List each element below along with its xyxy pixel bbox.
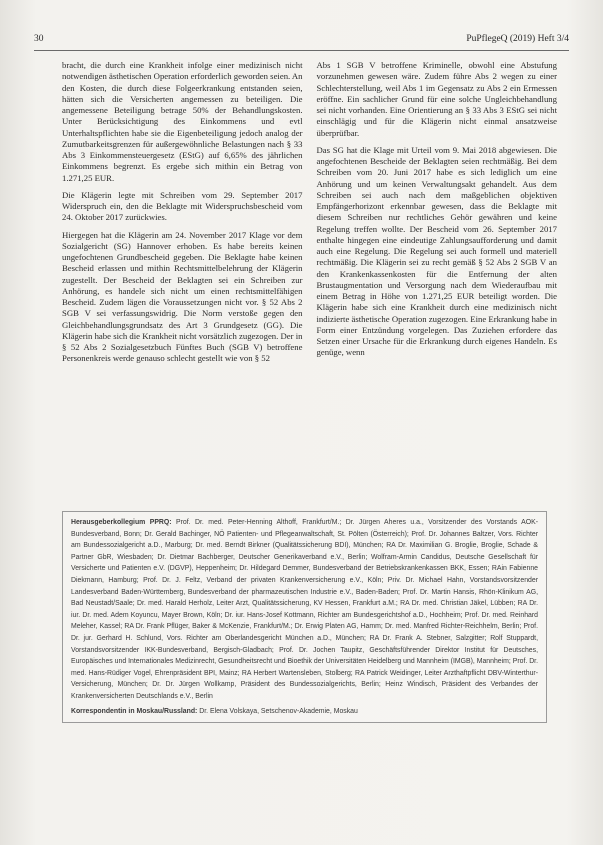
- correspondent: [71, 706, 538, 718]
- header-rule: [34, 50, 569, 51]
- correspondent-name: Dr. Elena Volskaya, Setschenov-Akademie, Moskau: [199, 707, 358, 715]
- left-column: [62, 60, 303, 500]
- paragraph: Hiergegen hat die Klägerin am 24. November 2017 Klage vor dem Sozialgericht (SG) Hannover erhoben. Es habe bereits keinen ungefochtenen Grundbescheid gegeben. Die Beklagte habe keinen Bescheid erlassen und mithin Rechtsmittelbelehrung der Klägerin zugestellt. Der Bescheid der Beklagten sei ein Schreiben zur Anhörung, es handele sich nicht um einen rechtsmittelfähigen Bescheid. Zudem lägen die Voraussetzungen nicht vor. § 52 Abs 2 SGB V sei verfassungswidrig. Die Norm verstoße gegen den Gleichbehandlungsgrundsatz des Art 3 Grundgesetz (GG). Die Klägerin habe sich die Krankheit nicht vorsätzlich zugezogen. Der in § 52 Abs 2 Sozialgesetzbuch Fünftes Buch (SGB V) betroffene Personenkreis werde genauso schlecht gestellt wie von § 52: [62, 229, 303, 364]
- page-number: 30: [34, 34, 44, 44]
- paragraph: Abs 1 SGB V betroffene Kriminelle, obwohl eine Abstufung vorzunehmen gewesen wäre. Zudem führe Abs 2 wegen zu einer Schlechterstellung, weil Abs 1 im Gegensatz zu Abs 2 ein Ermessen eröffne. Ein sachlicher Grund für eine solche Ungleichbehandlung sei nicht vorhanden. Eine Orientierung an § 33 Abs 3 EStG sei nicht einschlägig und für die Klägerin nicht einmal ansatzweise überprüfbar.: [316, 60, 557, 138]
- paragraph: bracht, die durch eine Krankheit infolge einer medizinisch nicht notwendigen ästhetischen Operation erforderlich geworden seien. An den Kosten, die durch diese Folgeerkrankung entstanden seien, hätten sich die Versicherten angemessen zu beteiligen. Die angemessene Beteiligung betrage 50% der Behandlungskosten. Unter Berücksichtigung des Einkommens und evtl Unterhaltspflichten habe sie die Eigenbeteiligung jedoch analog der Zumutbarkeitsgrenzen für außergewöhnliche Belastungen nach § 33 Abs 3 Einkommensteuergesetz (EStG) auf 6,65% des jährlichen Einkommens begrenzt. Es ergebe sich mithin ein Betrag von 1.271,25 EUR.: [62, 60, 303, 183]
- body-columns: [62, 60, 557, 500]
- editorial-board-members: Prof. Dr. med. Peter-Henning Althoff, Frankfurt/M.; Dr. Jürgen Aheres u.a., Vorsitzender des Vorstands AOK-Bundesverband, Bonn; Dr. Gerald Bachinger, NÖ Patienten- und Pflegeanwaltschaft, St. Pölten (Österreich); Prof. Dr. Johannes Baltzer, Vors. Richter am Bundessozialgericht a.D., Marburg; Dr. med. Berndt Birkner (Qualitätssicherung BDI), München; RA Dr. Maximilian G. Broglie, Broglie, Schade & Partner GbR, Wiesbaden; Dr. Dietmar Bachberger, Deutscher Generikaverband e.V., Berlin; Wolfram-Armin Candidus, Deutsche Gesellschaft für Versicherte und Patienten e.V. (DGVP), Heppenheim; Dr. Hildegard Demmer, Bundesverband der Betriebskrankenkassen BKK, Essen; RAin Fabienne Diekmann, Hamburg; Prof. Dr. J. Feltz, Verband der privaten Krankenversicherung e.V., Köln; Priv. Dr. Michael Hahn, Vorstandsvorsitzender Landesverband Baden-Württemberg, Bundesverband der pharmazeutischen Industrie e.V., Baden-Baden; Prof. Dr. Martin Hansis, Rhön-Klinikum AG, Bad Neustadt/Saale; Dr. med. Harald Herholz, Leiter Arzt, Qualitätssicherung, KV Hessen, Frankfurt a.M.; RA Dr. med. Christian Jäkel, Lübben; RA Dr. iur. Dr. med. Adem Koyuncu, Mayer Brown, Köln; Dr. iur. Hans-Josef Kottmann, Richter am Bundesgerichtshof a.D., Hochheim; Prof. Dr. med. Reinhard Meleher, Kassel; RA Dr. Frank Pflüger, Baker & McKenzie, Frankfurt/M.; Dr. Erwig Platen AG, Hamm; Dr. med. Manfred Richter-Reichhelm, Berlin; Prof. Dr. jur. Gerhard H. Schlund, Vors. Richter am Oberlandesgericht München a.D., München; RA Dr. Frank A. Stebner, Salzgitter; Rolf Stuppardt, Vorstandsvorsitzender IKK-Bundesverband, Bergisch-Gladbach; Prof. Dr. Jochen Taupitz, Geschäftsführender Direktor Institut für Deutsches, Europäisches und Internationales Medizinrecht, Gesundheitsrecht und Bioethik der Universitäten Heidelberg und Mannheim (IMGB), Mannheim; Prof. Dr. med. Hans-Rüdiger Vogel, Ehrenpräsident BPI, Mainz; RA Herbert Wartensleben, Stolberg; RA Patrick Weidinger, Leiter Arzthaftpflicht DBV-Winterthur-Versicherung, München; Dr. Dr. Jürgen Wollkamp, Präsident des Bundessozialgerichts, Berlin; Heinz Windisch, Präsident des Verbandes der Krankenversicherten Deutschlands e.V., Berlin: [71, 519, 538, 700]
- editorial-board-box: [62, 511, 547, 723]
- editorial-board: [71, 517, 538, 703]
- journal-title: PuPflegeQ (2019) Heft 3/4: [466, 34, 569, 44]
- paragraph: Die Klägerin legte mit Schreiben vom 29. September 2017 Widerspruch ein, den die Beklagte mit Widerspruchsbescheid vom 24. Oktober 2017 zurückwies.: [62, 189, 303, 223]
- editorial-board-label: Herausgeberkollegium PPRQ:: [71, 519, 172, 526]
- right-column: [317, 60, 558, 500]
- page-header: [34, 34, 569, 48]
- paragraph: Das SG hat die Klage mit Urteil vom 9. Mai 2018 abgewiesen. Die angefochtenen Bescheide der Beklagten seien rechtmäßig. Bei dem Schreiben vom 20. Juni 2017 habe es sich lediglich um eine Anhörung und um keinen Verwaltungsakt gehandelt. Aus dem Schreiben sei auch nach dem maßgeblichen objektiven Empfängerhorizont erkennbar gewesen, dass die Beklagte mit diesem Schreiben nur rechtliches Gehör gewähren und keine Regelung treffen wollte. Der Bescheid vom 26. September 2017 enthalte hingegen eine eindeutige Zahlungsaufforderung und damit auch eine Regelung. Die Regelung sei auch formell und materiell rechtmäßig. Die Klägerin sei zu recht gemäß § 52 Abs 2 SGB V an den Krankenkassenkosten für die Entfernung der alten Brustaugmentation und Versorgung nach dem Wiederaufbau mit einem Betrag in Höhe von 1.271,25 EUR beteiligt worden. Die Klägerin habe sich eine Krankheit durch eine medizinisch nicht indizierte ästhetische Operation zugezogen. Eine Erkrankung habe in Form einer Entzündung vorgelegen. Das Zuziehen erfordere das Setzen einer Ursache für die Erkrankung durch eigenes Handeln. Es genüge, wenn: [316, 144, 557, 358]
- correspondent-label: Korrespondentin in Moskau/Russland:: [71, 707, 198, 715]
